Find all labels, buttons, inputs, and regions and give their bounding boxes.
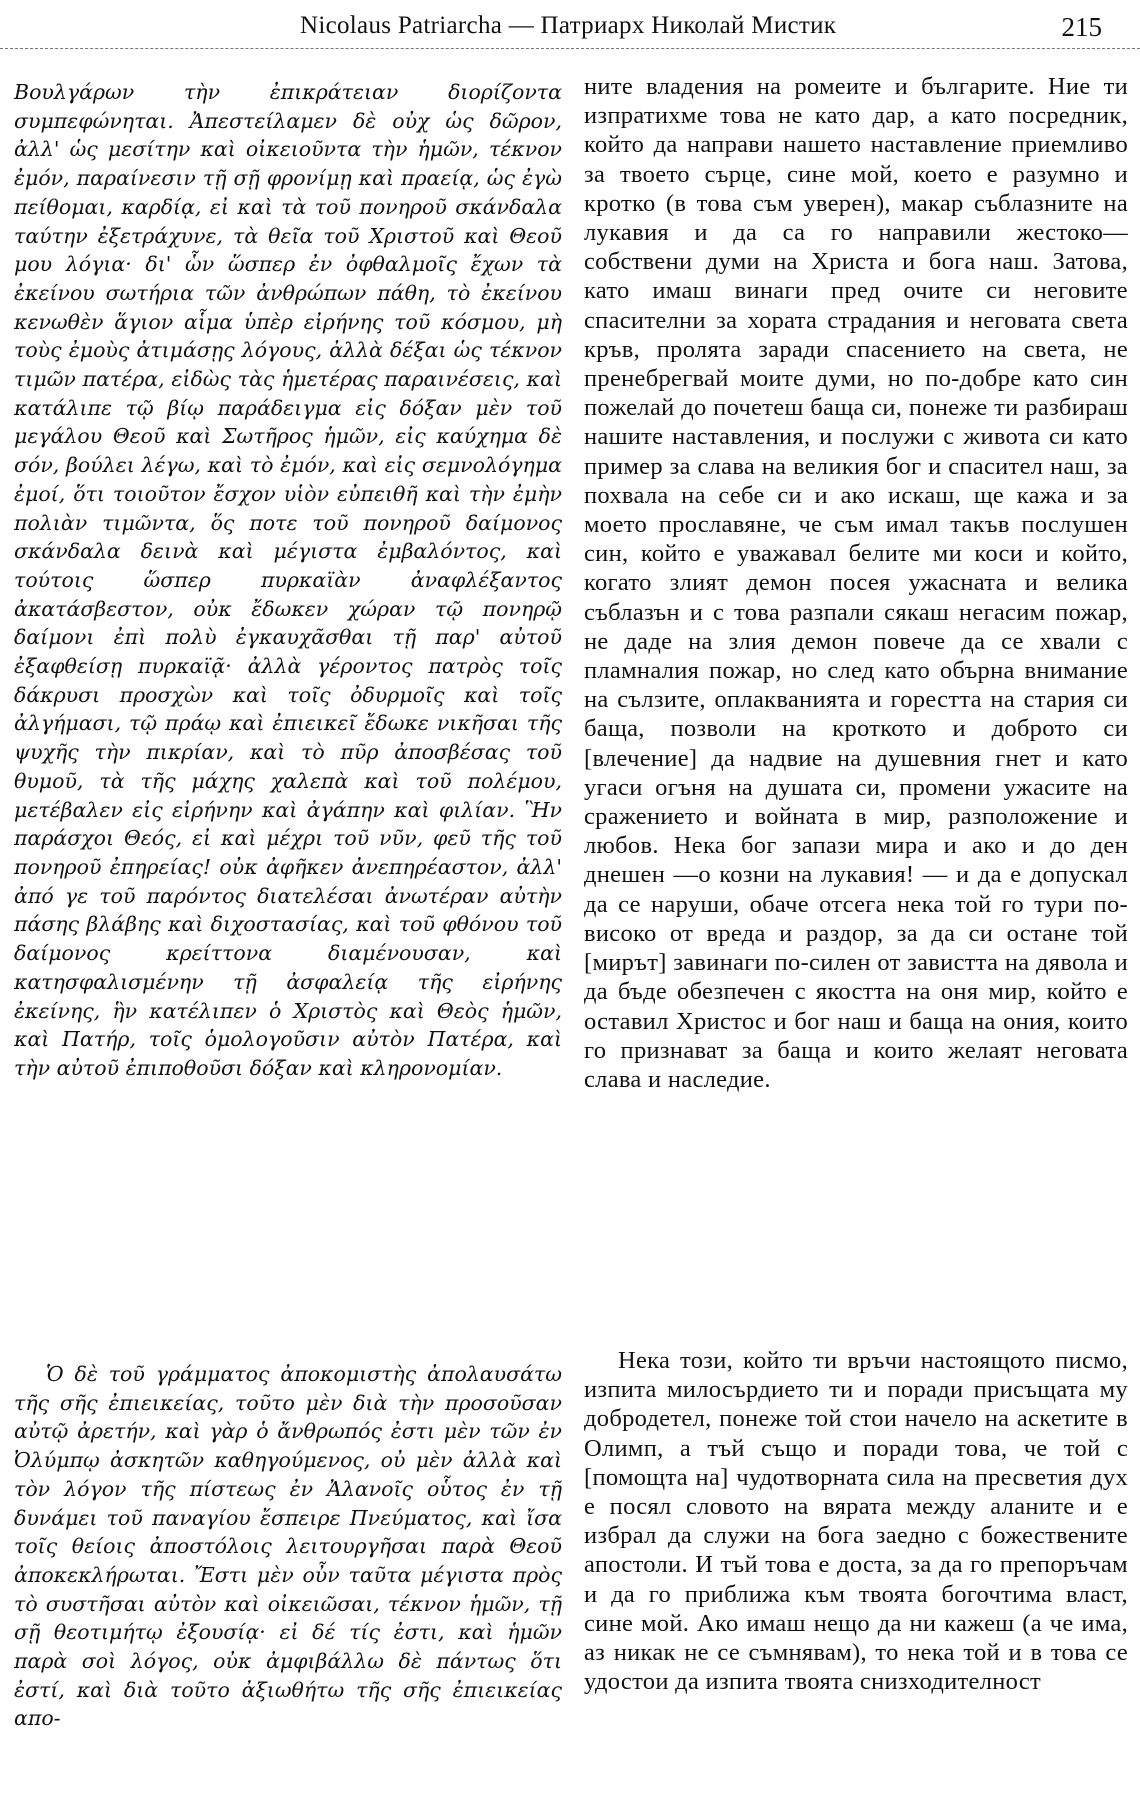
running-title: Nicolaus Patriarcha — Патриарх Николай Мистик (300, 12, 837, 39)
greek-paragraph-2: Ὁ δὲ τοῦ γράμματος ἀποκομιστὴς ἀπολαυσάτω τῆς σῆς ἐπιεικείας, τοῦτο μὲν διὰ τὴν προσοῦσαν αὐτῷ ἀρετήν, καὶ γὰρ ὁ ἄνθρωπός ἐστι μὲν τῶν ἐν Ὀλύμπῳ ἀσκητῶν καθηγούμενος, οὐ μὲν ἀλλὰ καὶ τὸν λόγον τῆς πίστεως ἐν Ἀλανοῖς οὗτος ἐν τῇ δυνάμει τοῦ παναγίου ἔσπειρε Πνεύματος, καὶ ἴσα τοῖς θείοις ἀποστόλοις λειτουργῆσαι παρὰ Θεοῦ ἀποκεκλήρωται. Ἔστι μὲν οὖν ταῦτα μέγιστα πρὸς τὸ συστῆσαι αὐτὸν καὶ οἰκειῶσαι, τέκνον ἡμῶν, τῇ σῇ θεοτιμήτῳ ἐξουσίᾳ· εἰ δέ τίς ἐστι, καὶ ἡμῶν παρὰ σοὶ λόγος, οὐκ ἀμφιβάλλω δὲ πάντως ὅτι ἐστί, καὶ διὰ τοῦτο ἀξιωθήτω τῆς σῆς ἐπιεικείας απο- (14, 1362, 562, 1731)
page-header (0, 6, 1140, 46)
greek-column-top (14, 78, 562, 1083)
page-number: 215 (1061, 12, 1102, 42)
header-rule (0, 48, 1140, 49)
bulgarian-column-bottom (584, 1346, 1128, 1696)
bulgarian-paragraph-2: Нека този, който ти връчи настоящото писмо, изпита милосърдието ти и поради присъщата му добродетел, понеже той стои начело на аскетите в Олимп, а тъй също и поради това, че той с [помощта на] чудотворната сила на пресветия дух е посял словото на вярата между аланите и е избрал да служи на бога заедно с божествените апостоли. И тъй това е доста, за да го препоръчам и да го приближа към твоята богочтима власт, сине мой. Ако имаш нещо да ни кажеш (а че има, аз никак не се съмнявам), то нека той и в това се удостои да изпита твоята снизходителност (584, 1347, 1128, 1696)
bulgarian-column-top (584, 72, 1128, 1094)
greek-column-bottom (14, 1360, 562, 1733)
bulgarian-paragraph-1: ните владения на ромеите и българите. Ние ти изпратихме това не като дар, а като посредник, който да направи нашето наставление приемливо за твоето сърце, сине мой, което е разумно и кротко (в това съм уверен), макар съблазните на лукавия и да са го направили жестоко— собствени думи на Христа и бога наш. Затова, като имаш винаги пред очите си неговите спасителни за хората страдания и неговата света кръв, пролята заради спасението на света, не пренебрегвай моите думи, но по-добре като син пожелай до почетеш баща си, понеже ти разбираш нашите наставления, и послужи с живота си като пример за слава на великия бог и спасител наш, за похвала на себе си и ако искаш, ще кажа и за моето прославяне, че съм имал такъв послушен син, който е уважавал белите ми коси и който, когато злият демон посея ужасната и велика съблазън и с това разпали сякаш негасим пожар, не даде на злия демон повече да се хвали с пламналия пожар, но след като обърна внимание на сълзите, оплакванията и горестта на стария си баща, позволи на кроткото и доброто си [влечение] да надвие на душевния гнет и като угаси огъня на душата си, промени ужасите на сражението и войната в мир, разположение и любов. Нека бог запази мира и ако и до ден днешен —о козни на лукавия! — и да е допускал да се наруши, обаче отсега нека той го тури по-високо от вреда и раздор, за да си остане той [мирът] завинаги по-силен от завистта на дявола и да бъде обезпечен с якостта на оня мир, който е оставил Христос и бог наш и баща на ония, които го признават за баща и които желаят неговата слава и наследие. (584, 73, 1128, 1093)
greek-paragraph-1: Βουλγάρων τὴν ἐπικράτειαν διορίζοντα συμπεφώνηται. Ἀπεστείλαμεν δὲ οὐχ ὡς δῶρον, ἀλλ' ὡς μεσίτην καὶ οἰκειοῦντα τὴν ἡμῶν, τέκνον ἐμόν, παραίνεσιν τῇ σῇ φρονίμῃ καὶ πραείᾳ, ὡς ἐγὼ πείθομαι, καρδίᾳ, εἰ καὶ τὰ τοῦ πονηροῦ σκάνδαλα ταύτην ἐξετράχυνε, τὰ θεῖα τοῦ Χριστοῦ καὶ Θεοῦ μου λόγια· δι' ὧν ὥσπερ ἐν ὀφθαλμοῖς ἔχων τὰ ἐκείνου σωτήρια τῶν ἀνθρώπων πάθη, τὸ ἐκείνου κενωθὲν ἅγιον αἷμα ὑπὲρ εἰρήνης τοῦ κόσμου, μὴ τοὺς ἐμοὺς ἀτιμάσῃς λόγους, ἀλλὰ δέξαι ὡς τέκνον τιμῶν πατέρα, εἰδὼς τὰς ἡμετέρας παραινέσεις, καὶ κατάλιπε τῷ βίῳ παράδειγμα εἰς δόξαν μὲν τοῦ μεγάλου Θεοῦ καὶ Σωτῆρος ἡμῶν, εἰς καύχημα δὲ σόν, βούλει λέγω, καὶ τὸ ἐμόν, καὶ εἰς σεμνολόγημα ἐμοί, ὅτι τοιοῦτον ἔσχον υἱὸν εὐπειθῆ καὶ τὴν ἐμὴν πολιὰν τιμῶντα, ὅς ποτε τοῦ πονηροῦ δαίμονος σκάνδαλα δεινὰ καὶ μέγιστα ἐμβαλόντος, καὶ τούτοις ὥσπερ πυρκαϊὰν ἀναφλέξαντος ἀκατάσβεστον, οὐκ ἔδωκεν χώραν τῷ πονηρῷ δαίμονι ἐπὶ πολὺ ἐγκαυχᾶσθαι τῇ παρ' αὐτοῦ ἐξαφθείσῃ πυρκαϊᾷ· ἀλλὰ γέροντος πατρὸς τοῖς δάκρυσι προσχὼν καὶ τοῖς ὀδυρμοῖς καὶ τοῖς ἀλγήμασι, τῷ πράῳ καὶ ἐπιεικεῖ ἔδωκε νικῆσαι τῆς ψυχῆς τὴν πικρίαν, καὶ τὸ πῦρ ἀποσβέσας τοῦ θυμοῦ, τὰ τῆς μάχης χαλεπὰ καὶ τοῦ πολέμου, μετέβαλεν εἰς εἰρήνην καὶ ἀγάπην καὶ φιλίαν. Ἣν παράσχοι Θεός, εἰ καὶ μέχρι τοῦ νῦν, φεῦ τῆς τοῦ πονηροῦ ἐπηρείας! οὐκ ἀφῆκεν ἀνεπηρέαστον, ἀλλ' ἀπό γε τοῦ παρόντος διατελέσαι ἀνωτέραν αὐτὴν πάσης βλάβης καὶ διχοστασίας, καὶ τοῦ φθόνου τοῦ δαίμονος κρείττονα διαμένουσαν, καὶ κατησφαλισμένην τῇ ἀσφαλείᾳ τῆς εἰρήνης ἐκείνης, ἣν κατέλιπεν ὁ Χριστὸς καὶ Θεὸς ἡμῶν, καὶ Πατήρ, τοῖς ὁμολογοῦσιν αὐτὸν Πατέρα, καὶ τὴν αὐτοῦ ἐπιποθοῦσι δόξαν καὶ κληρονομίαν. (14, 80, 562, 1080)
